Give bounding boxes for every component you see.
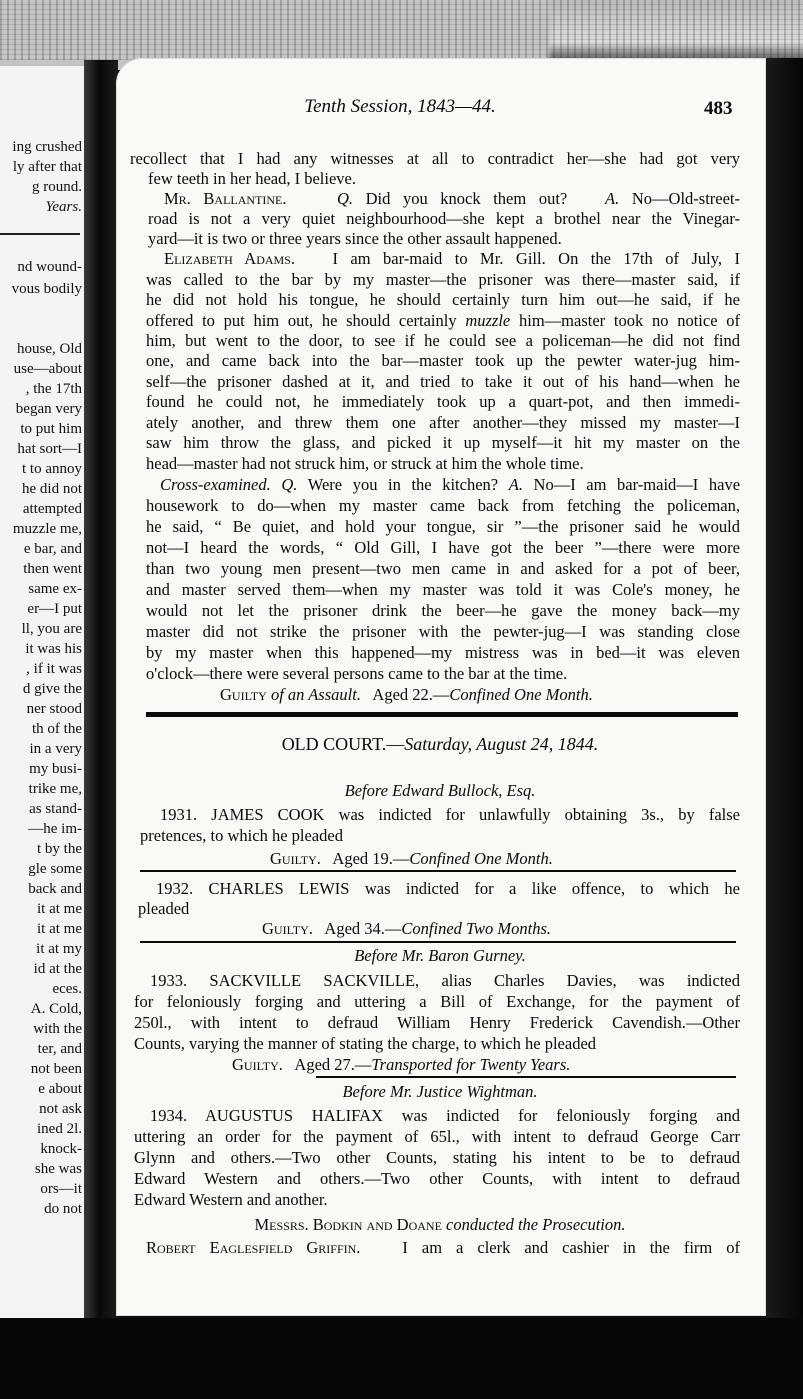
text-line: was called to the bar by my master—the prisoner was there—master said, if	[146, 270, 740, 289]
facing-page	[0, 66, 84, 1326]
facing-page-line: ors—it	[40, 1181, 82, 1197]
page-number: 483	[704, 98, 733, 119]
verdict-label: Guilty.	[232, 1055, 283, 1074]
verdict-label: Guilty.	[262, 919, 313, 938]
text-line: one, and came back into the bar—master took up the pewter water-jug him-	[146, 351, 740, 370]
scan-noise	[0, 0, 803, 60]
text-line: saw him throw the glass, and picked it up myself—it hit my master on the	[146, 433, 740, 452]
facing-page-line: t to annoy	[22, 461, 82, 477]
section-rule	[146, 712, 738, 717]
question-text: Did you knock them out?	[365, 189, 568, 208]
cross-examined-label: Cross-examined.	[160, 475, 271, 494]
court-date: Saturday, August 24, 1844.	[404, 734, 599, 754]
facing-page-line: , the 17th	[25, 381, 82, 397]
page-edge	[766, 58, 803, 1348]
facing-page-line: ined 2l.	[37, 1121, 82, 1137]
counsel-names: Messrs. Bodkin and Doane	[254, 1215, 442, 1234]
question-marker: Q.	[281, 475, 298, 494]
text-line: he said, “ Be quiet, and hold your tongue, sir ”—the prisoner said he would	[146, 517, 740, 536]
sentence-text: Confined One Month.	[449, 685, 593, 704]
testimony-text: I am bar-maid to Mr. Gill. On the 17th of July, I	[332, 249, 740, 268]
case-line: Glynn and others.—Two other Counts, stating his intent to be to defraud	[134, 1148, 740, 1167]
facing-page-line: eces.	[52, 981, 82, 997]
judge-heading: Before Mr. Justice Wightman.	[342, 1082, 538, 1101]
case-line: 1931. JAMES COOK was indicted for unlawfully obtaining 3s., by false	[160, 805, 740, 824]
testimony-line	[146, 1239, 740, 1257]
speaker-name: Elizabeth Adams.	[164, 249, 296, 268]
facing-page-line: t by the	[37, 841, 82, 857]
facing-page-line: knock-	[40, 1141, 82, 1157]
case-line: 1932. CHARLES LEWIS was indicted for a like offence, to which he	[156, 879, 740, 898]
text-line: by my master when this happened—my mistress was in bed—it was eleven	[146, 643, 740, 662]
running-title: Tenth Session, 1843—44.	[304, 96, 496, 117]
facing-page-line: he did not	[22, 481, 82, 497]
facing-page-line: Years.	[45, 199, 82, 215]
verdict-line	[220, 686, 720, 704]
case-rule	[140, 870, 736, 872]
speaker-name: Robert Eaglesfield Griffin.	[146, 1238, 361, 1257]
text-line: and master served them—when my master was told it was Cole's money, he	[146, 580, 740, 599]
facing-page-line: to put him	[20, 421, 82, 437]
question-text: Were you in the kitchen?	[297, 475, 499, 494]
facing-page-line: do not	[44, 1201, 82, 1217]
verdict-line	[232, 1056, 732, 1074]
text-line: self—the prisoner dashed at it, and tried to take it out of his hand—when he	[146, 372, 740, 391]
question-marker: Q.	[336, 189, 353, 208]
text-line: him, but went to the door, to see if he could see a policeman—he did not find	[146, 331, 740, 350]
facing-page-line: it was his	[25, 641, 82, 657]
testimony-line	[164, 190, 740, 208]
case-line: 1933. SACKVILLE SACKVILLE, alias Charles Davies, was indicted	[150, 971, 740, 990]
emphasis: muzzle	[465, 311, 511, 330]
case-line: pleaded	[138, 899, 190, 918]
facing-page-line: house, Old	[17, 341, 82, 357]
facing-page-line: hat sort—I	[17, 441, 82, 457]
facing-page-line: id at the	[33, 961, 82, 977]
facing-page-line: ner stood	[26, 701, 82, 717]
judge-heading: Before Edward Bullock, Esq.	[344, 781, 536, 800]
facing-page-line: it at my	[36, 941, 82, 957]
text-line: head—master had not struck him, or struck at him the whole time.	[146, 454, 584, 473]
facing-page-line: she was	[34, 1161, 82, 1177]
facing-page-rule	[0, 233, 80, 235]
facing-page-line: ter, and	[37, 1041, 82, 1057]
text-span: offered to put him out, he should certainly	[146, 311, 457, 330]
judge-heading: Before Mr. Baron Gurney.	[354, 946, 526, 965]
running-head	[200, 98, 600, 116]
text-line: not—I heard the words, “ Old Gill, I have got the beer ”—there were more	[146, 538, 740, 557]
text-line: ately another, and threw them one after another—they missed my master—I	[146, 413, 740, 432]
text-line: he did not hold his tongue, he should certainly turn him out—he said, if he	[146, 290, 740, 309]
case-line: Edward Western and another.	[134, 1190, 328, 1209]
text-span: him—master took no notice of	[510, 311, 740, 330]
facing-page-line: gle some	[28, 861, 82, 877]
facing-page-line: nd wound-	[17, 259, 82, 275]
case-line: 1934. AUGUSTUS HALIFAX was indicted for feloniously forging and	[150, 1106, 740, 1125]
facing-page-line: , if it was	[26, 661, 82, 677]
facing-page-line: as stand-	[29, 801, 82, 817]
facing-page-line: muzzle me,	[12, 521, 82, 537]
facing-page-line: use—about	[13, 361, 82, 377]
facing-page-line: th of the	[32, 721, 82, 737]
sentence-text: Transported for Twenty Years.	[371, 1055, 571, 1074]
facing-page-line: then went	[23, 561, 82, 577]
testimony-line	[160, 476, 740, 494]
facing-page-line: A. Cold,	[30, 1001, 82, 1017]
court-name: OLD COURT.—	[281, 734, 405, 754]
text-line: o'clock—there were several persons came to the bar at the time.	[146, 664, 568, 683]
testimony-line	[164, 250, 740, 268]
facing-page-line: d give the	[22, 681, 82, 697]
facing-page-line: ly after that	[12, 159, 82, 175]
sentence-text: Confined One Month.	[409, 849, 553, 868]
verdict-label: Guilty.	[270, 849, 321, 868]
facing-page-line: it at me	[37, 901, 82, 917]
verdict-charge: of an Assault.	[270, 685, 361, 704]
facing-page-line: ing crushed	[12, 139, 82, 155]
answer-marker: A.	[508, 475, 523, 494]
facing-page-line: attempted	[22, 501, 82, 517]
facing-page-line: same ex-	[28, 581, 82, 597]
text-line: yard—it is two or three years since the other assault happened.	[148, 229, 562, 248]
speaker-name: Mr. Ballantine.	[164, 189, 287, 208]
sentence-text: Confined Two Months.	[401, 919, 551, 938]
facing-page-line: my busi-	[29, 761, 82, 777]
age-text: Aged 34.—	[324, 919, 402, 938]
case-line: pretences, to which he pleaded	[140, 826, 343, 845]
text-line: road is not a very quiet neighbourhood—she kept a brothel near the Vinegar-	[148, 209, 740, 228]
facing-page-line: ll, you are	[21, 621, 82, 637]
text-line: would not let the prisoner drink the beer—he gave the money back—my	[146, 601, 740, 620]
facing-page-line: with the	[33, 1021, 82, 1037]
case-line: uttering an order for the payment of 65l., with intent to defraud George Carr	[134, 1127, 740, 1146]
text-line: few teeth in her head, I believe.	[148, 169, 356, 188]
case-line: for feloniously forging and uttering a Bill of Exchange, for the payment of	[134, 992, 740, 1011]
court-heading	[140, 735, 740, 753]
prosecution-line	[140, 1216, 740, 1234]
age-text: Aged 27.—	[294, 1055, 372, 1074]
answer-text: No—I am bar-maid—I have	[522, 475, 741, 494]
facing-page-line: not been	[30, 1061, 82, 1077]
case-line: Counts, varying the manner of stating the charge, to which he pleaded	[134, 1034, 597, 1053]
verdict-label: Guilty	[220, 685, 267, 704]
facing-page-line: back and	[28, 881, 82, 897]
facing-page-line: it at me	[37, 921, 82, 937]
facing-page-line: —he im-	[28, 821, 82, 837]
text-line: found he could not, he immediately took up a quart-pot, and then immedi-	[146, 392, 740, 411]
text-line	[146, 312, 740, 330]
book-gutter	[84, 60, 118, 1350]
prosecution-text: conducted the Prosecution.	[446, 1215, 626, 1234]
age-text: Aged 22.—	[372, 685, 450, 704]
facing-page-line: not ask	[39, 1101, 82, 1117]
facing-page-line: e about	[38, 1081, 82, 1097]
verdict-line	[270, 850, 730, 868]
text-line: housework to do—when my master came back from fetching the policeman,	[146, 496, 740, 515]
case-rule	[140, 941, 736, 943]
facing-page-line: g round.	[32, 179, 82, 195]
case-line: 250l., with intent to defraud William Henry Frederick Cavendish.—Other	[134, 1013, 740, 1032]
case-line: Edward Western and others.—Two other Counts, with intent to defraud	[134, 1169, 740, 1188]
answer-marker: A.	[605, 189, 620, 208]
facing-page-line: in a very	[29, 741, 82, 757]
testimony-text: I am a clerk and cashier in the firm of	[402, 1238, 741, 1257]
scan-background-bottom	[0, 1318, 803, 1399]
facing-page-line: began very	[15, 401, 82, 417]
facing-page-line: er—I put	[27, 601, 82, 617]
facing-page-line: vous bodily	[11, 281, 82, 297]
age-text: Aged 19.—	[332, 849, 410, 868]
text-line: recollect that I had any witnesses at all to contradict her—she had got very	[130, 149, 740, 168]
verdict-line	[262, 920, 722, 938]
facing-page-line: trike me,	[28, 781, 82, 797]
answer-text: No—Old-street-	[631, 189, 741, 208]
text-line: than two young men present—two men came in and asked for a pot of beer,	[146, 559, 740, 578]
case-rule	[316, 1076, 736, 1078]
facing-page-line: e bar, and	[23, 541, 82, 557]
text-line: master did not strike the prisoner with the pewter-jug—I was standing close	[146, 622, 740, 641]
